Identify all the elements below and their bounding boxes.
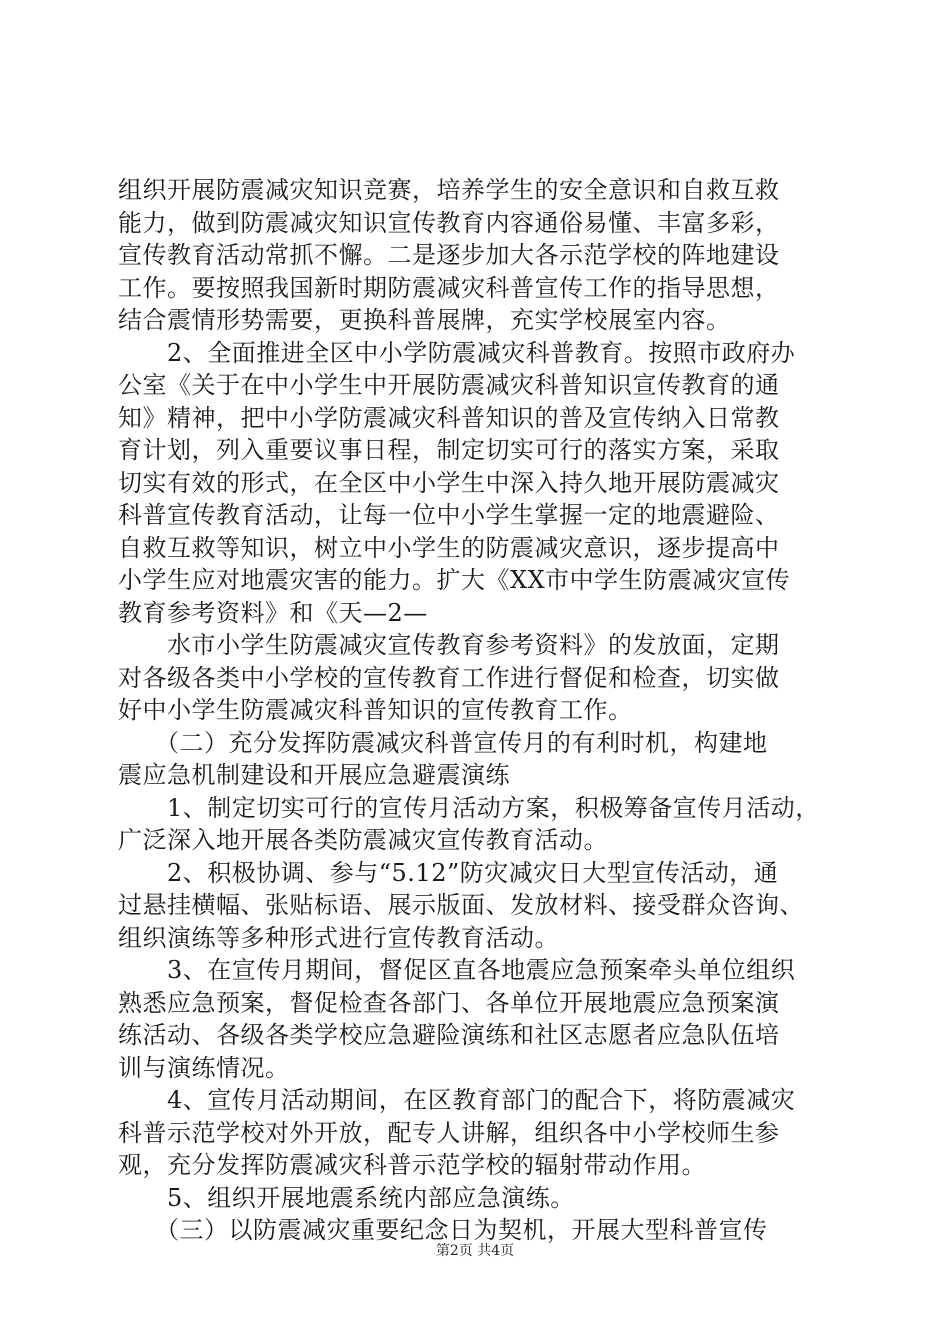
text-line: 自救互救等知识，树立中小学生的防震减灾意识，逐步提高中 xyxy=(118,533,780,562)
text-line: 对各级各类中小学校的宣传教育工作进行督促和检查，切实做 xyxy=(118,663,780,692)
text-line: 科普示范学校对外开放，配专人讲解，组织各中小学校师生参 xyxy=(118,1118,780,1147)
text-line: 1、制定切实可行的宣传月活动方案，积极筹备宣传月活动， xyxy=(118,793,820,822)
text-line: 练活动、各级各类学校应急避险演练和社区志愿者应急队伍培 xyxy=(118,1021,780,1049)
text-line: 2、积极协调、参与“5.12”防灾减灾日大型宣传活动，通 xyxy=(118,858,779,887)
text-line: 4、宣传月活动期间，在区教育部门的配合下，将防震减灾 xyxy=(118,1086,796,1114)
text-line: 广泛深入地开展各类防震减灾宣传教育活动。 xyxy=(118,826,608,854)
text-line: 熟悉应急预案，督促检查各部门、各单位开展地震应急预案演 xyxy=(118,988,780,1017)
page-footer: 第2页 共4页 xyxy=(435,1243,515,1259)
text-line: 工作。要按照我国新时期防震减灾科普宣传工作的指导思想， xyxy=(118,273,780,302)
text-line: 结合震情形势需要，更换科普展牌，充实学校展室内容。 xyxy=(118,306,731,334)
text-line: 过悬挂横幅、张贴标语、展示版面、发放材料、接受群众咨询、 xyxy=(118,891,804,919)
text-line: 观，充分发挥防震减灾科普示范学校的辐射带动作用。 xyxy=(118,1151,706,1179)
text-line: 知》精神，把中小学防震减灾科普知识的普及宣传纳入日常教 xyxy=(118,403,780,432)
text-line: 教育参考资料》和《天—2— xyxy=(118,598,428,627)
text-line: 组织开展防震减灾知识竞赛，培养学生的安全意识和自救互救 xyxy=(118,176,780,204)
text-line: 震应急机制建设和开展应急避震演练 xyxy=(118,761,510,789)
text-line: 公室《关于在中小学生中开展防震减灾科普知识宣传教育的通 xyxy=(118,371,780,399)
text-line: 宣传教育活动常抓不懈。二是逐步加大各示范学校的阵地建设 xyxy=(118,241,780,269)
text-line: （二）充分发挥防震减灾科普宣传月的有利时机，构建地 xyxy=(118,728,768,757)
text-line: 好中小学生防震减灾科普知识的宣传教育工作。 xyxy=(118,696,633,724)
text-line: 5、组织开展地震系统内部应急演练。 xyxy=(118,1183,575,1212)
text-line: 训与演练情况。 xyxy=(118,1053,290,1082)
text-line: 切实有效的形式，在全区中小学生中深入持久地开展防震减灾 xyxy=(118,468,780,497)
text-line: 水市小学生防震减灾宣传教育参考资料》的发放面，定期 xyxy=(118,631,780,659)
text-line: 小学生应对地震灾害的能力。扩大《XX市中学生防震减灾宣传 xyxy=(118,566,791,594)
text-line: 3、在宣传月期间，督促区直各地震应急预案牵头单位组织 xyxy=(118,956,796,984)
text-line: （三）以防震减灾重要纪念日为契机，开展大型科普宣传 xyxy=(118,1216,768,1244)
text-line: 育计划，列入重要议事日程，制定切实可行的落实方案，采取 xyxy=(118,436,780,464)
text-line: 能力，做到防震减灾知识宣传教育内容通俗易懂、丰富多彩， xyxy=(118,208,780,237)
text-line: 科普宣传教育活动，让每一位中小学生掌握一定的地震避险、 xyxy=(118,501,780,529)
text-line: 2、全面推进全区中小学防震减灾科普教育。按照市政府办 xyxy=(118,338,796,367)
body-text xyxy=(118,174,838,1247)
text-line: 组织演练等多种形式进行宣传教育活动。 xyxy=(118,923,559,952)
